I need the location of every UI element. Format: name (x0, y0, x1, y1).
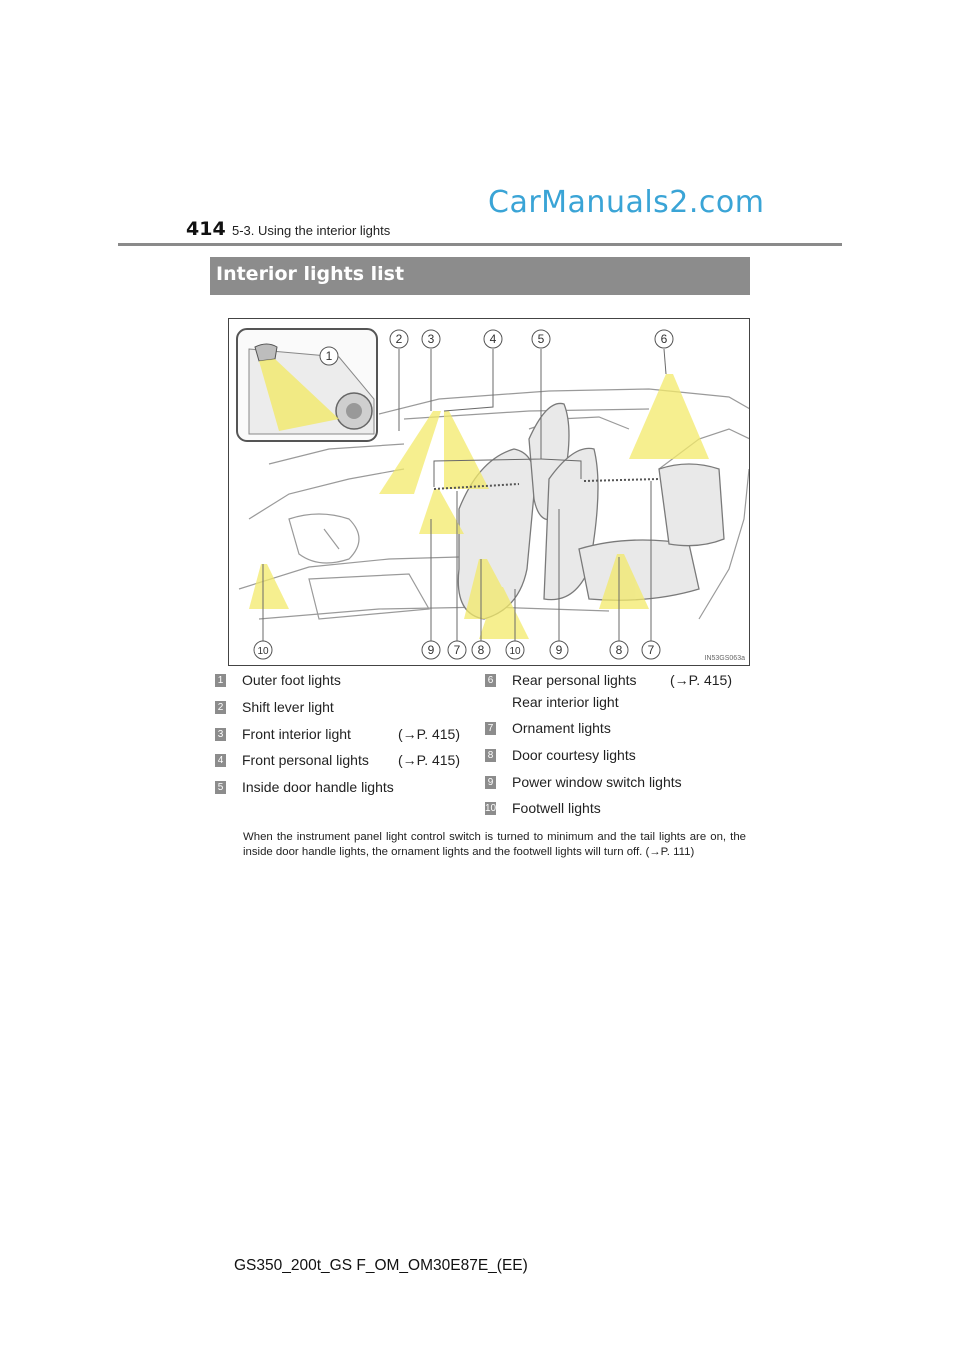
callout-top-4 (532, 330, 550, 348)
footer-code: GS350_200t_GS F_OM_OM30E87E_(EE) (234, 1257, 528, 1274)
legend-number-badge: 1 (215, 674, 226, 687)
legend-item (485, 774, 682, 790)
legend-item (485, 747, 636, 763)
heading-bar (210, 257, 750, 295)
legend-label: Front interior light (242, 726, 351, 742)
callout-top-3 (484, 330, 502, 348)
legend-item (485, 720, 611, 736)
legend-number-badge: 4 (215, 754, 226, 767)
legend-label: Ornament lights (512, 720, 611, 736)
legend-label: Door courtesy lights (512, 747, 636, 763)
page-reference: (→P. 415) (670, 672, 732, 688)
legend-item (215, 672, 341, 688)
section-title: 5-3. Using the interior lights (232, 223, 391, 238)
legend-number-badge: 7 (485, 722, 496, 735)
callout-top-5 (655, 330, 673, 348)
legend-item (215, 699, 334, 715)
figure-code: IN53GS063a (704, 655, 745, 662)
callout-top-2 (422, 330, 440, 348)
interior-lights-figure (228, 318, 750, 666)
legend-label: Outer foot lights (242, 672, 341, 688)
svg-text:9: 9 (427, 643, 435, 657)
legend-number-badge: 10 (485, 803, 497, 814)
svg-text:10: 10 (257, 646, 269, 657)
callout-bottom-2 (448, 641, 466, 659)
heading-title: Interior lights list (216, 263, 405, 285)
callout-top-0 (320, 347, 338, 365)
callout-bottom-5 (550, 641, 568, 659)
svg-text:7: 7 (453, 643, 461, 657)
legend-label: Power window switch lights (512, 774, 682, 790)
page-number: 414 (186, 218, 226, 240)
car-interior-illustration (229, 319, 750, 666)
legend-item (485, 800, 601, 816)
callout-bottom-0 (254, 641, 272, 659)
legend-number-badge: 6 (485, 674, 496, 687)
callout-bottom-4 (506, 641, 524, 659)
note-text: When the instrument panel light control switch is turned to minimum and the tail lights are on, the inside door handle lights, the ornament lights and the footwell lights will turn off. (→P. 111) (243, 831, 746, 858)
svg-text:2: 2 (395, 332, 403, 346)
page-reference: (→P. 415) (398, 752, 460, 768)
legend-number-badge: 2 (215, 701, 226, 714)
svg-text:5: 5 (537, 332, 545, 346)
legend-item (485, 672, 637, 688)
legend-item (215, 726, 351, 742)
svg-text:1: 1 (325, 349, 333, 363)
callout-top-1 (390, 330, 408, 348)
legend-label: Shift lever light (242, 699, 334, 715)
callout-bottom-3 (472, 641, 490, 659)
legend-sub-label: Rear interior light (512, 694, 619, 710)
legend-label: Footwell lights (512, 800, 601, 816)
svg-text:8: 8 (615, 643, 623, 657)
svg-text:3: 3 (427, 332, 435, 346)
legend-number-badge: 8 (485, 749, 496, 762)
legend-label: Front personal lights (242, 752, 369, 768)
callout-bottom-6 (610, 641, 628, 659)
svg-text:4: 4 (489, 332, 497, 346)
legend-number-badge: 3 (215, 728, 226, 741)
page-reference: (→P. 415) (398, 726, 460, 742)
legend-item (215, 779, 394, 795)
legend-label: Inside door handle lights (242, 779, 394, 795)
legend-number-badge: 9 (485, 776, 496, 789)
header-rule (118, 243, 842, 246)
svg-text:7: 7 (647, 643, 655, 657)
svg-text:6: 6 (660, 332, 668, 346)
svg-text:8: 8 (477, 643, 485, 657)
callout-bottom-1 (422, 641, 440, 659)
legend-item (215, 752, 369, 768)
watermark: CarManuals2.com (488, 185, 765, 220)
svg-text:9: 9 (555, 643, 563, 657)
legend-number-badge: 5 (215, 781, 226, 794)
legend-label: Rear personal lights (512, 672, 637, 688)
callout-bottom-7 (642, 641, 660, 659)
svg-text:10: 10 (509, 646, 521, 657)
door-inset (237, 329, 377, 441)
